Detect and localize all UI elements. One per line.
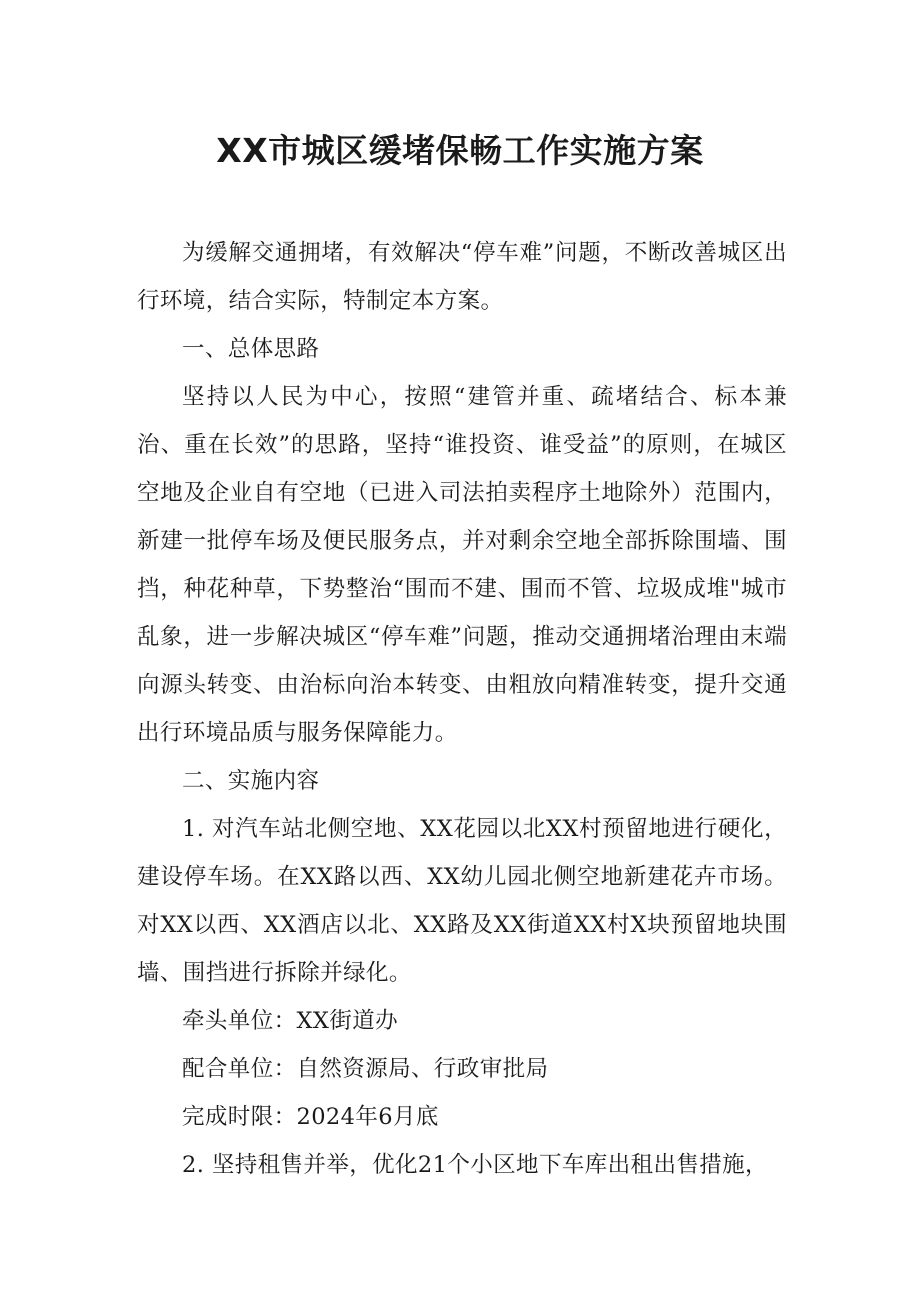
coop-unit-line: 配合单位：自然资源局、行政审批局 <box>182 1056 549 1082</box>
overall-approach-paragraph: 坚持以人民为中心，按照“建管并重、疏堵结合、标本兼治、重在长效”的思路，坚持“谁投资、谁受益”的原则，在城区空地及企业自有空地（已进入司法拍卖程序土地除外）范围内，新建一批停车场及便民服务点，并对剩余空地全部拆除围墙、围挡，种花种草，下势整治“围而不建、围而不管、垃圾成堆"城市乱象，进一步解决城区“停车难”问题，推动交通拥堵治理由末端向源头转变、由治标向治本转变、由粗放向精准转变，提升交通出行环境品质与服务保障能力。 <box>137 384 787 746</box>
intro-paragraph: 为缓解交通拥堵，有效解决“停车难”问题，不断改善城区出行环境，结合实际，特制定本方案。 <box>137 240 787 314</box>
document-title: XX市城区缓堵保畅工作实施方案 <box>216 131 704 170</box>
implementation-item-1: 1. 对汽车站北侧空地、XX花园以北XX村预留地进行硬化，建设停车场。在XX路以西、XX幼儿园北侧空地新建花卉市场。对XX以西、XX酒店以北、XX路及XX街道XX村X块预留地块围墙、围挡进行拆除并绿化。 <box>137 816 787 986</box>
section-heading-overall-approach: 一、总体思路 <box>182 336 320 362</box>
section-heading-implementation: 二、实施内容 <box>182 768 320 794</box>
deadline-line: 完成时限：2024年6月底 <box>182 1104 439 1130</box>
implementation-item-2: 2. 坚持租售并举，优化21个小区地下车库出租出售措施， <box>182 1152 768 1178</box>
document-body <box>137 229 787 1189</box>
lead-unit-line: 牵头单位：XX街道办 <box>182 1008 399 1034</box>
